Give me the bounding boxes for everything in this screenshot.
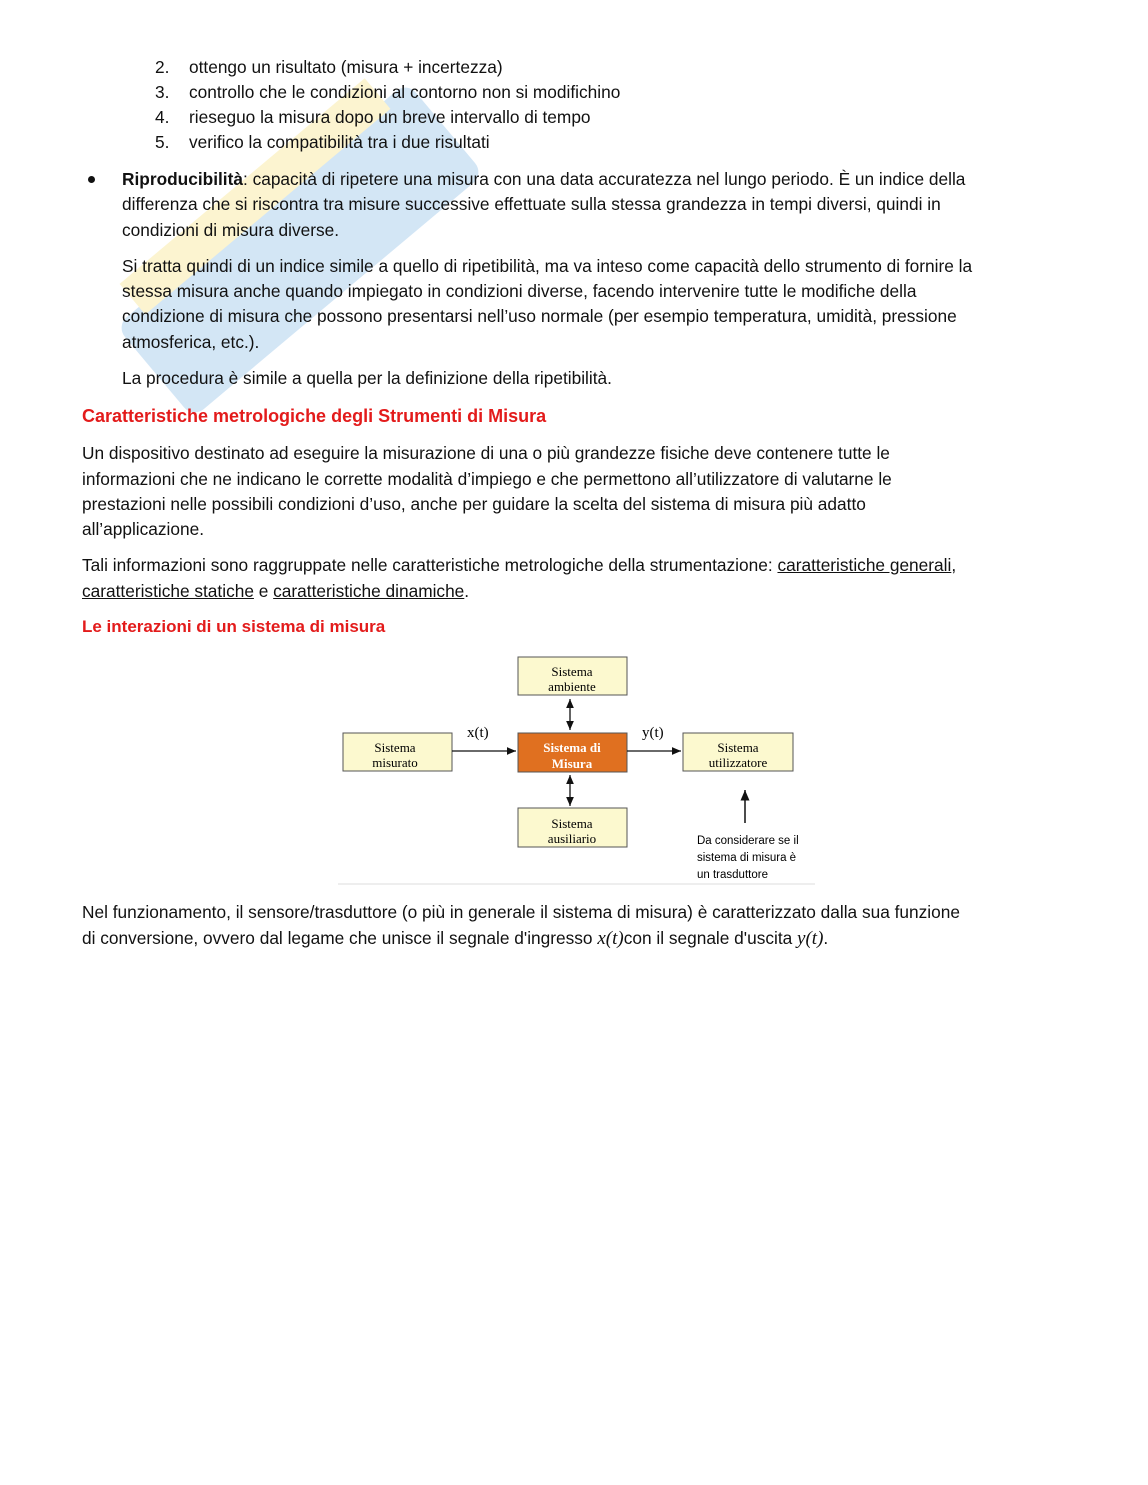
list-item: verifico la compatibilità tra i due risultati <box>189 132 490 152</box>
svg-text:Sistema: Sistema <box>551 664 593 679</box>
paragraph-line: stessa misura anche quando impiegato in condizioni diverse, facendo intervenire tutte le modifiche della <box>122 281 917 301</box>
text: . <box>464 581 470 601</box>
text: Tali informazioni sono raggruppate nelle caratteristiche metrologiche della strumentazione: <box>82 555 778 575</box>
text: e <box>253 581 274 601</box>
box-sistema-di-misura <box>518 733 627 772</box>
paragraph-line <box>82 927 828 950</box>
watermark-logo <box>70 40 530 460</box>
list-number: 5. <box>155 132 170 152</box>
paragraph-line <box>82 554 956 576</box>
section-heading: Caratteristiche metrologiche degli Strumenti di Misura <box>82 406 547 426</box>
text: con il segnale d'uscita <box>623 928 798 948</box>
paragraph-line: Un dispositivo destinato ad eseguire la misurazione di una o più grandezze fisiche deve contenere tutte le <box>82 443 890 463</box>
label-input: x(t) <box>467 725 489 741</box>
paragraph-line: Nel funzionamento, il sensore/trasduttore (o più in generale il sistema di misura) è caratterizzato dalla sua funzione <box>82 902 960 922</box>
list-number: 4. <box>155 107 170 127</box>
svg-text:misurato: misurato <box>372 755 418 770</box>
text: : capacità di ripetere una misura con una data accuratezza nel lungo periodo. È un indice della <box>242 169 966 189</box>
list-number: 3. <box>155 82 170 102</box>
svg-text:Sistema: Sistema <box>551 816 593 831</box>
paragraph-line: prestazioni nelle possibili condizioni d’uso, anche per guidare la scelta del sistema di misura più adatto <box>82 494 866 514</box>
svg-text:ambiente: ambiente <box>548 679 596 694</box>
term: Riproducibilità <box>122 169 243 189</box>
measurement-system-diagram <box>330 645 820 890</box>
formula-x: x(t) <box>597 928 624 949</box>
text: . <box>823 928 829 948</box>
paragraph-line: informazioni che ne indicano le corrette modalità d’impiego e che permettono all’utilizzatore di valutarne le <box>82 469 892 489</box>
riproducibilita-line: condizioni di misura diverse. <box>122 220 340 240</box>
svg-text:Sistema di: Sistema di <box>543 740 601 755</box>
box-ambiente <box>518 657 627 695</box>
svg-text:ausiliario: ausiliario <box>547 831 597 846</box>
text: , <box>951 555 957 575</box>
box-ausiliario <box>518 808 627 847</box>
paragraph-line: La procedura è simile a quella per la definizione della ripetibilità. <box>122 368 612 388</box>
svg-text:un trasduttore: un trasduttore <box>697 869 768 881</box>
text: di conversione, ovvero dal legame che unisce il segnale d'ingresso <box>82 928 598 948</box>
diagram-note <box>697 835 799 881</box>
label-output: y(t) <box>642 725 664 741</box>
list-item: controllo che le condizioni al contorno non si modifichino <box>189 82 621 102</box>
paragraph-line: condizione di misura che possono presentarsi nell’uso normale (per esempio temperatura, umidità, pressione <box>122 306 957 326</box>
paragraph-line: all’applicazione. <box>82 519 205 539</box>
svg-text:sistema di misura è: sistema di misura è <box>697 852 797 864</box>
svg-text:Da considerare se il: Da considerare se il <box>697 835 799 847</box>
box-misurato <box>343 733 452 771</box>
svg-text:Misura: Misura <box>551 756 593 771</box>
formula-y: y(t) <box>797 928 824 949</box>
svg-text:utilizzatore: utilizzatore <box>708 755 768 770</box>
paragraph-line <box>82 580 469 602</box>
paragraph-line: Si tratta quindi di un indice simile a quello di ripetibilità, ma va inteso come capacità dello strumento di fornire la <box>122 256 973 276</box>
box-utilizzatore <box>683 733 793 771</box>
section-heading: Le interazioni di un sistema di misura <box>82 617 386 636</box>
link-caratteristiche-dinamiche[interactable]: caratteristiche dinamiche <box>273 581 465 601</box>
paragraph-line: atmosferica, etc.). <box>122 332 260 352</box>
list-item: ottengo un risultato (misura + incertezza) <box>189 57 503 77</box>
link-caratteristiche-statiche[interactable]: caratteristiche statiche <box>82 581 254 601</box>
svg-text:Sistema: Sistema <box>717 740 759 755</box>
bullet-icon <box>88 176 95 183</box>
riproducibilita-line: differenza che si riscontra tra misure successive effettuate sulla stessa grandezza in tempi diversi, quindi in <box>122 194 941 214</box>
link-caratteristiche-generali[interactable]: caratteristiche generali <box>777 555 952 575</box>
list-item: rieseguo la misura dopo un breve intervallo di tempo <box>189 107 591 127</box>
list-number: 2. <box>155 57 170 77</box>
svg-text:Sistema: Sistema <box>374 740 416 755</box>
riproducibilita-line <box>122 168 965 190</box>
